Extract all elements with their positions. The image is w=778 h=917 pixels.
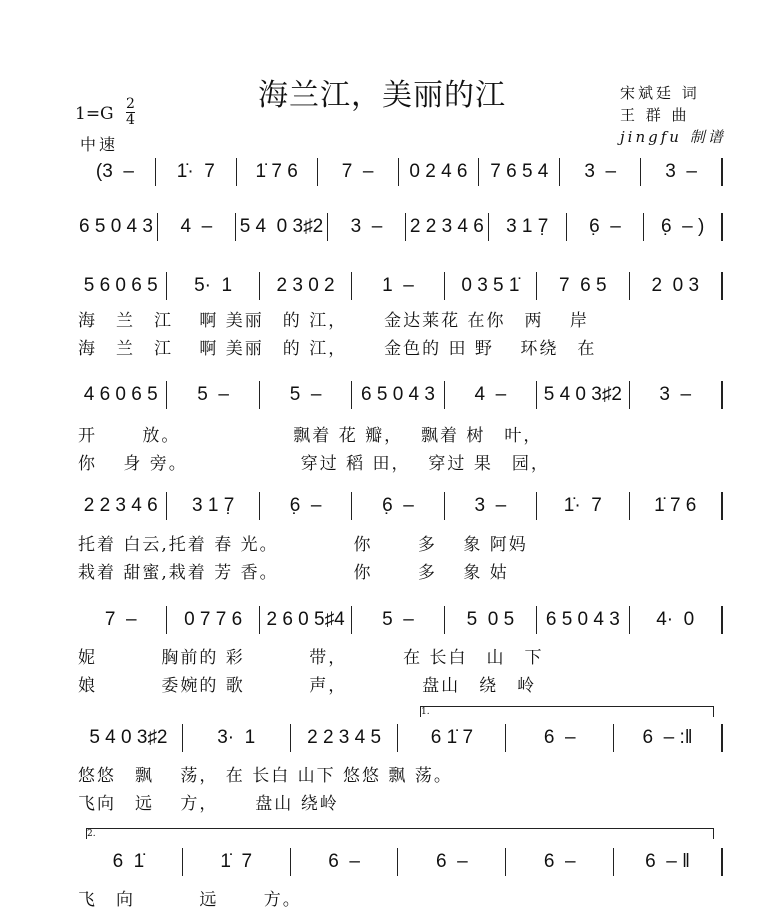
measure: 3 –	[630, 381, 723, 409]
measure: 1̇· 7	[156, 158, 237, 186]
measure: 0 3 5 1̇	[445, 272, 537, 300]
notation-system	[75, 158, 723, 186]
measure: 0 2 4 6	[399, 158, 480, 186]
measure: 0 7 7 6	[167, 606, 259, 634]
measure: 4· 0	[630, 606, 723, 634]
lyric-line: 海 兰 江 啊 美丽 的 江， 金色的 田 野 环绕 在	[78, 339, 597, 359]
lyric-line: 海 兰 江 啊 美丽 的 江， 金达莱花 在你 两 岸	[78, 311, 589, 331]
measure: 6 5 0 4 3	[352, 381, 444, 409]
measure: 5 –	[167, 381, 259, 409]
notation-system	[75, 848, 723, 876]
volta-1-label: 1.	[421, 707, 430, 717]
measure: 3 –	[328, 213, 406, 241]
volta-2-label: 2.	[87, 829, 96, 839]
measure: 6 1̇	[75, 848, 183, 876]
measure: 5 4 0 3♯2	[236, 213, 328, 241]
measure: 1̇ 7 6	[237, 158, 318, 186]
measure: 7 6 5	[537, 272, 629, 300]
measure: 2 2 3 4 6	[75, 492, 167, 520]
song-title: 海兰江，美丽的江	[258, 78, 506, 113]
measure: 5 –	[260, 381, 352, 409]
measure: 3 1 7̣	[489, 213, 567, 241]
lyric-line: 托着 白云,托着 春 光。 你 多 象 阿妈	[78, 535, 528, 555]
lyric-line: 飞 向 远 方。	[78, 890, 302, 910]
lyric-line: 开 放。 飘着 花 瓣， 飘着 树 叶，	[78, 426, 543, 446]
measure: 1̇· 7	[537, 492, 629, 520]
measure: 7 –	[75, 606, 167, 634]
notation-system	[75, 724, 723, 752]
notation-system	[75, 606, 723, 634]
measure: 1̇ 7 6	[630, 492, 723, 520]
measure: 6̣ –	[260, 492, 352, 520]
measure: 5 4 0 3♯2	[75, 724, 183, 752]
measure: 6 – :‖	[614, 724, 723, 752]
measure: 2 3 0 2	[260, 272, 352, 300]
measure: 3 –	[445, 492, 537, 520]
time-top: 2	[126, 96, 135, 112]
measure: 6 –	[506, 848, 614, 876]
measure: 6 5 0 4 3	[75, 213, 158, 241]
measure: 6 1̇ 7	[398, 724, 506, 752]
lyricist-credit: 宋斌廷 词	[620, 84, 700, 102]
measure: 6̣ –	[352, 492, 444, 520]
time-signature	[126, 97, 135, 128]
second-ending-bracket	[86, 828, 714, 839]
measure: 6̣ –	[567, 213, 645, 241]
measure: 4 –	[158, 213, 236, 241]
measure: 5 0 5	[445, 606, 537, 634]
measure: 5 4 0 3♯2	[537, 381, 629, 409]
measure: 4 6 0 6 5	[75, 381, 167, 409]
measure: 2 2 3 4 5	[291, 724, 399, 752]
measure: 7 6 5 4	[479, 158, 560, 186]
measure: 1̇ 7	[183, 848, 291, 876]
measure: 6 –	[291, 848, 399, 876]
first-ending-bracket	[420, 706, 714, 717]
lyric-line: 飞向 远 方， 盘山 绕岭	[78, 794, 339, 814]
notation-system	[75, 381, 723, 409]
time-bottom: 4	[126, 112, 135, 128]
lyric-line: 栽着 甜蜜,栽着 芳 香。 你 多 象 姑	[78, 563, 509, 583]
measure: (3 –	[75, 158, 156, 186]
lyric-line: 妮 胸前的 彩 带， 在 长白 山 下	[78, 648, 544, 668]
notation-system	[75, 213, 723, 241]
measure: 2 2 3 4 6	[406, 213, 489, 241]
measure: 5 6 0 6 5	[75, 272, 167, 300]
notation-system	[75, 272, 723, 300]
measure: 6 5 0 4 3	[537, 606, 629, 634]
measure: 6 –	[398, 848, 506, 876]
measure: 6 –	[506, 724, 614, 752]
measure: 3 –	[560, 158, 641, 186]
measure: 7 –	[318, 158, 399, 186]
measure: 5 –	[352, 606, 444, 634]
lyric-line: 悠悠 飘 荡， 在 长白 山下 悠悠 飘 荡。	[78, 766, 453, 786]
lyric-line: 娘 委婉的 歌 声， 盘山 绕 岭	[78, 676, 537, 696]
lyric-line: 你 身 旁。 穿过 稻 田， 穿过 果 园，	[78, 454, 550, 474]
arranger-credit: jingfu 制谱	[620, 128, 726, 146]
measure: 3 1 7̣	[167, 492, 259, 520]
measure: 5· 1	[167, 272, 259, 300]
measure: 3· 1	[183, 724, 291, 752]
measure: 3 –	[641, 158, 723, 186]
key-signature: 1=G	[75, 104, 114, 124]
measure: 6̣ – )	[644, 213, 723, 241]
measure: 1 –	[352, 272, 444, 300]
measure: 4 –	[445, 381, 537, 409]
composer-credit: 王 群 曲	[620, 106, 690, 124]
tempo-marking: 中速	[80, 135, 119, 154]
measure: 2 6 0 5♯4	[260, 606, 352, 634]
measure: 6 – ‖	[614, 848, 723, 876]
measure: 2 0 3	[630, 272, 723, 300]
notation-system	[75, 492, 723, 520]
